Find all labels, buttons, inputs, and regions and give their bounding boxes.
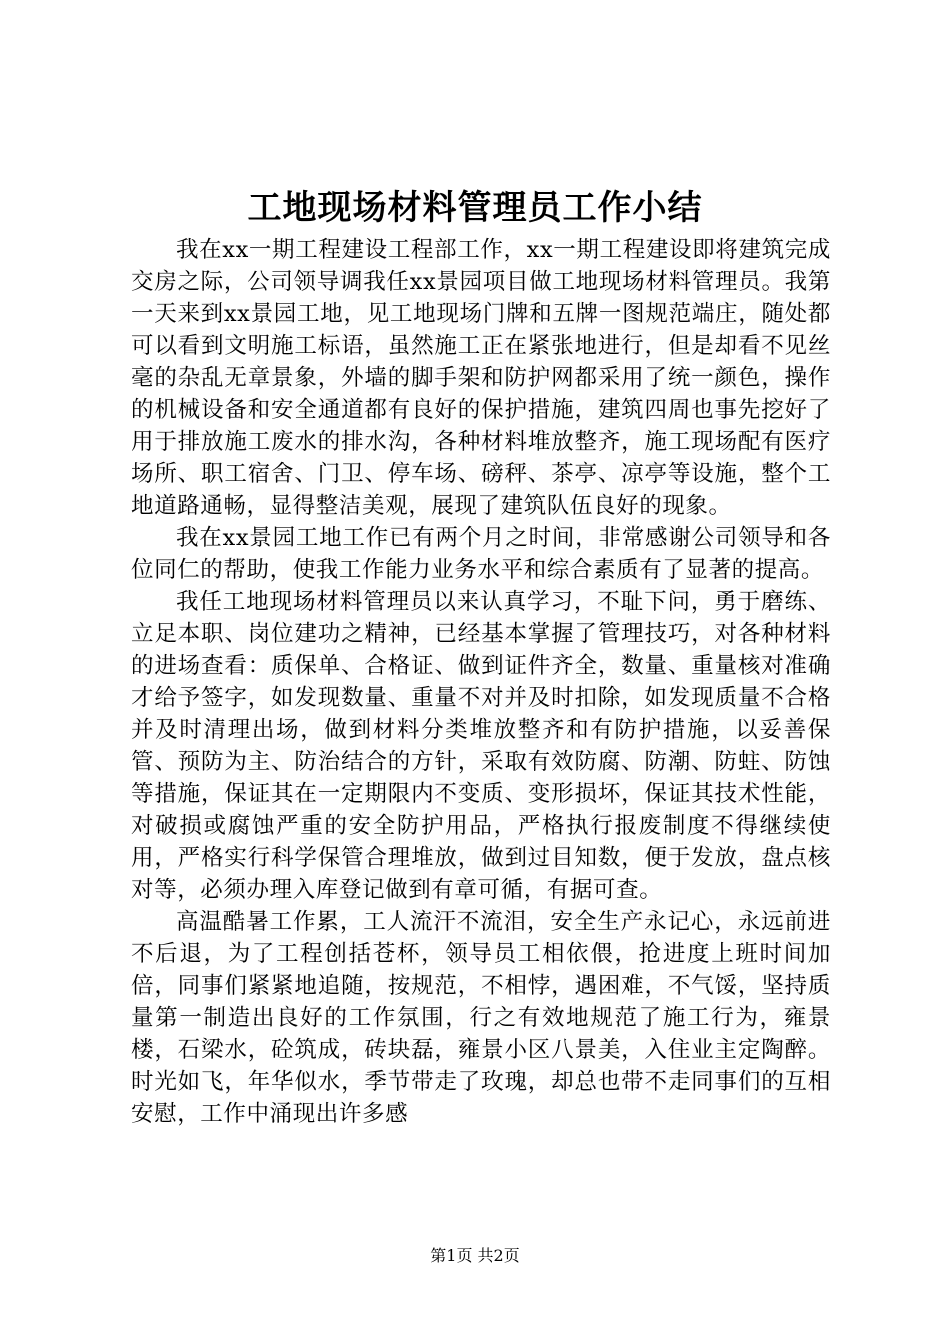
document-title: 工地现场材料管理员工作小结 bbox=[247, 188, 703, 228]
paragraph-2: 我在xx景园工地工作已有两个月之时间，非常感谢公司领导和各位同仁的帮助，使我工作能力业务水平和综合素质有了显著的提高。 bbox=[131, 525, 831, 583]
paragraph-1: 我在xx一期工程建设工程部工作，xx一期工程建设即将建筑完成交房之际，公司领导调我任xx景园项目做工地现场材料管理员。我第一天来到xx景园工地，见工地现场门牌和五牌一图规范端庄，随处都可以看到文明施工标语，虽然施工正在紧张地进行，但是却看不见丝毫的杂乱无章景象，外墙的脚手架和防护网都采用了统一颜色，操作的机械设备和安全通道都有良好的保护措施，建筑四周也事先挖好了用于排放施工废水的排水沟，各种材料堆放整齐，施工现场配有医疗场所、职工宿舍、门卫、停车场、磅秤、茶亭、凉亭等设施，整个工地道路通畅，显得整洁美观，展现了建筑队伍良好的现象。 bbox=[131, 237, 831, 519]
paragraph-3: 我任工地现场材料管理员以来认真学习，不耻下问，勇于磨练、立足本职、岗位建功之精神，已经基本掌握了管理技巧，对各种材料的进场查看：质保单、合格证、做到证件齐全，数量、重量核对准确才给予签字，如发现数量、重量不对并及时扣除，如发现质量不合格并及时清理出场，做到材料分类堆放整齐和有防护措施，以妥善保管、预防为主、防治结合的方针，采取有效防腐、防潮、防蛀、防蚀等措施，保证其在一定期限内不变质、变形损坏，保证其技术性能，对破损或腐蚀严重的安全防护用品，严格执行报废制度不得继续使用，严格实行科学保管合理堆放，做到过目知数，便于发放，盘点核对等，必须办理入库登记做到有章可循，有据可查。 bbox=[131, 589, 831, 903]
page-number-footer: 第1页 共2页 bbox=[430, 1246, 520, 1265]
paragraph-4: 高温酷暑工作累，工人流汗不流泪，安全生产永记心，永远前进不后退，为了工程创括苍杯，领导员工相依偎，抢进度上班时间加倍，同事们紧紧地追随，按规范，不相悖，遇困难，不气馁，坚持质量第一制造出良好的工作氛围，行之有效地规范了施工行为，雍景楼，石梁水，砼筑成，砖块磊，雍景小区八景美，入住业主定陶醉。时光如飞，年华似水，季节带走了玫瑰，却总也带不走同事们的互相安慰，工作中涌现出许多感 bbox=[131, 909, 831, 1127]
document-body bbox=[131, 234, 831, 1130]
